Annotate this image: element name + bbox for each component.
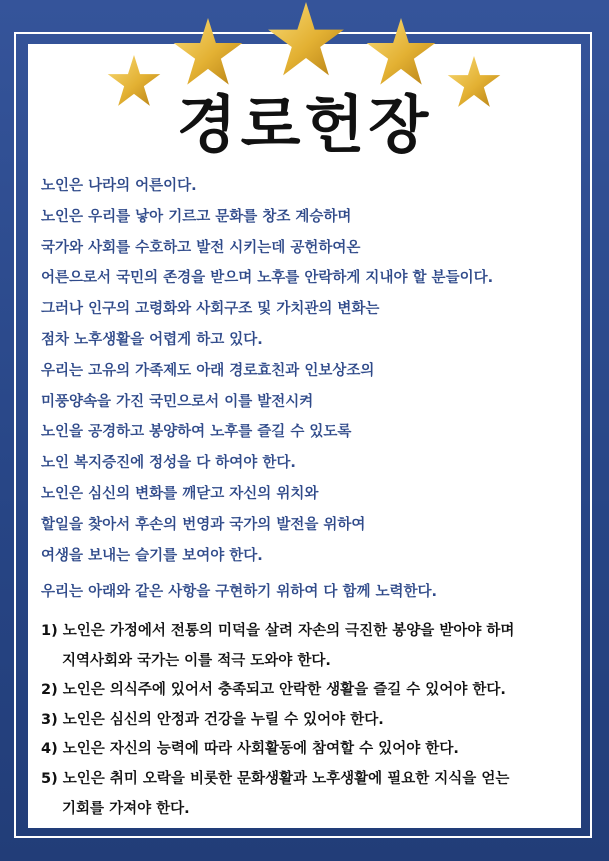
preamble-line: 그러나 인구의 고령화와 사회구조 및 가치관의 변화는	[41, 301, 380, 318]
article-item: 3) 노인은 심신의 안정과 건강을 누릴 수 있어야 한다.	[41, 711, 384, 728]
preamble-line: 노인은 우리를 낳아 기르고 문화를 창조 계승하며	[41, 208, 352, 225]
star-icon	[365, 18, 437, 86]
preamble-line: 노인을 공경하고 봉양하여 노후를 즐길 수 있도록	[41, 424, 352, 441]
article-item: 4) 노인은 자신의 능력에 따라 사회활동에 참여할 수 있어야 한다.	[41, 741, 459, 758]
preamble-line: 국가와 사회를 수호하고 발전 시키는데 공헌하여온	[41, 239, 361, 256]
article-list	[41, 617, 576, 824]
article-item: 2) 노인은 의식주에 있어서 충족되고 안락한 생활을 즐길 수 있어야 한다.	[41, 682, 506, 699]
article-item-continuation: 지역사회와 국가는 이를 적극 도와야 한다.	[62, 652, 331, 669]
article-item: 1) 노인은 가정에서 전통의 미덕을 살려 자손의 극진한 봉양을 받아야 하며	[41, 623, 515, 639]
preamble-line: 노인은 나라의 어른이다.	[41, 178, 197, 194]
preamble-line: 우리는 고유의 가족제도 아래 경로효친과 인보상조의	[41, 362, 375, 379]
preamble-line: 미풍양속을 가진 국민으로서 이를 발전시켜	[41, 393, 314, 410]
preamble-line: 점차 노후생활을 어렵게 하고 있다.	[41, 331, 263, 348]
preamble-line: 여생을 보내는 슬기를 보여야 한다.	[41, 547, 263, 564]
preamble-line: 할일을 찾아서 후손의 번영과 국가의 발전을 위하여	[41, 516, 366, 533]
page-title: 경로헌장	[176, 88, 433, 161]
star-icon	[266, 2, 346, 77]
resolution-statement: 우리는 아래와 같은 사항을 구현하기 위하여 다 함께 노력한다.	[41, 584, 438, 600]
article-item-continuation: 기회를 가져야 한다.	[62, 800, 190, 817]
star-icon	[172, 18, 244, 86]
article-item: 5) 노인은 취미 오락을 비롯한 문화생활과 노후생활에 필요한 지식을 얻는	[41, 770, 510, 787]
preamble-line: 어른으로서 국민의 존경을 받으며 노후를 안락하게 지내야 할 분들이다.	[41, 270, 494, 287]
preamble-line: 노인 복지증진에 정성을 다 하여야 한다.	[41, 455, 296, 472]
preamble-line: 노인은 심신의 변화를 깨닫고 자신의 위치와	[41, 485, 319, 502]
preamble	[41, 171, 581, 571]
